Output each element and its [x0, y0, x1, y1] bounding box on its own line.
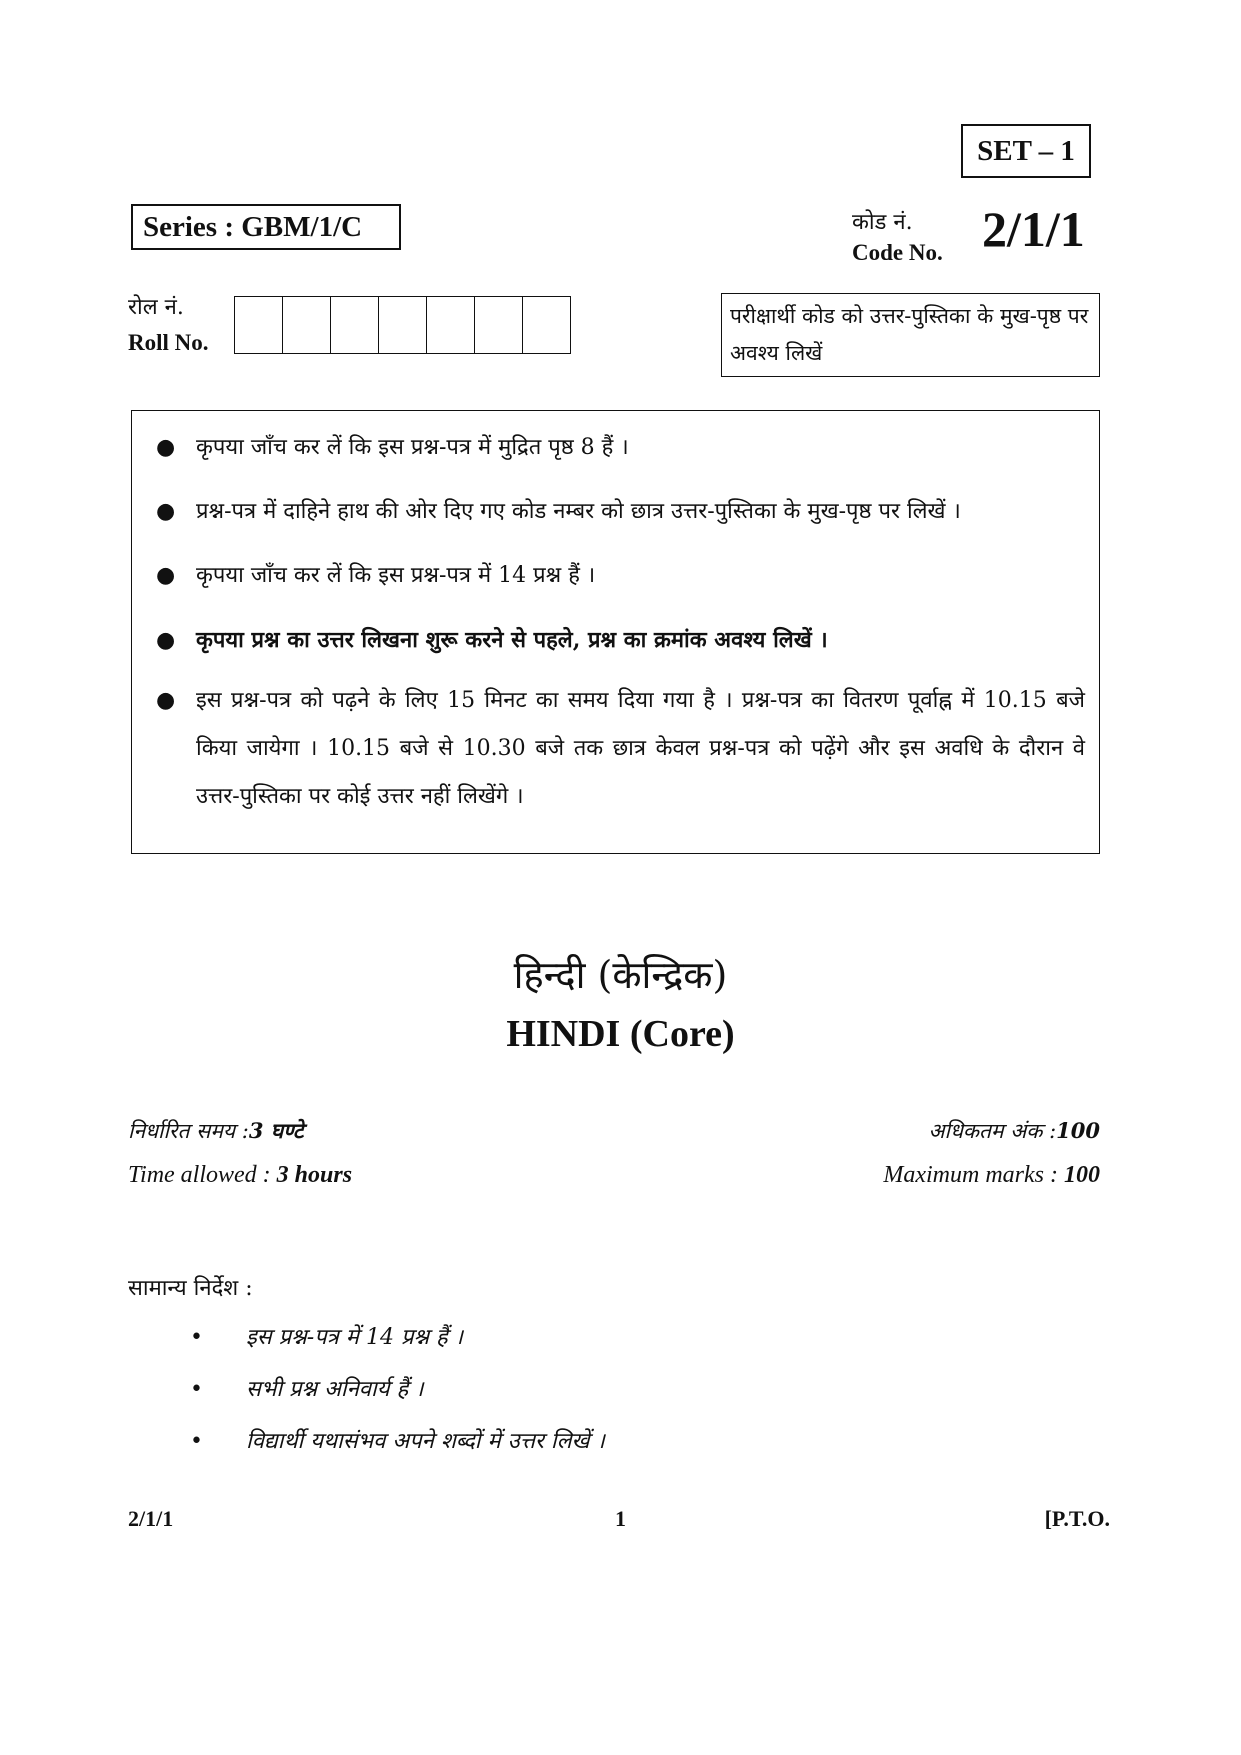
instruction-text: प्रश्न-पत्र में दाहिने हाथ की ओर दिए गए कोड नम्बर को छात्र उत्तर-पुस्तिका के मुख-पृष्ठ पर लिखें । [196, 499, 961, 524]
roll-number-boxes[interactable] [234, 296, 571, 354]
instruction-item [150, 421, 1085, 475]
instruction-item [150, 485, 1085, 539]
roll-number-cell[interactable] [235, 297, 283, 353]
general-instruction-item [190, 1370, 605, 1422]
time-value-english: 3 hours [276, 1162, 353, 1188]
set-label [961, 124, 1091, 178]
pto-label: [P.T.O. [1044, 1506, 1110, 1531]
series-text: Series : GBM/1/C [143, 210, 363, 243]
bullet-icon: • [190, 1429, 203, 1454]
time-value-hindi: 3 घण्टे [248, 1118, 304, 1143]
roll-label-english: Roll No. [128, 330, 209, 355]
set-text: SET – 1 [977, 134, 1075, 167]
bullet-icon: ● [156, 435, 176, 460]
instruction-item [150, 549, 1085, 603]
footer-code: 2/1/1 [128, 1506, 174, 1531]
code-label-english: Code No. [852, 240, 943, 265]
bullet-icon: ● [156, 627, 176, 653]
general-instruction-item [190, 1318, 605, 1370]
code-label-hindi: कोड नं. [852, 210, 913, 235]
roll-number-cell[interactable] [523, 297, 571, 353]
instruction-item [150, 613, 1085, 667]
instructions-list [150, 421, 1085, 821]
max-marks-english [883, 1162, 1100, 1189]
time-allowed-english [128, 1162, 352, 1189]
bullet-icon: • [190, 1377, 203, 1402]
instruction-item [150, 677, 1085, 821]
marks-label-hindi: अधिकतम अंक : [928, 1119, 1057, 1143]
subject-title-hindi: हिन्दी (केन्द्रिक) [513, 953, 728, 997]
bullet-icon: ● [156, 499, 176, 524]
candidate-note: परीक्षार्थी कोड को उत्तर-पुस्तिका के मुख-पृष्ठ पर अवश्य लिखें [721, 293, 1100, 377]
marks-value-english: 100 [1064, 1162, 1100, 1188]
subject-title-english: HINDI (Core) [506, 1013, 735, 1055]
instruction-text: कृपया प्रश्न का उत्तर लिखना शुरू करने से पहले, प्रश्न का क्रमांक अवश्य लिखें । [196, 627, 828, 653]
general-instruction-text: विद्यार्थी यथासंभव अपने शब्दों में उत्तर लिखें । [246, 1429, 605, 1454]
time-label-english: Time allowed : [128, 1162, 271, 1188]
general-instruction-item [190, 1422, 605, 1474]
instruction-text: कृपया जाँच कर लें कि इस प्रश्न-पत्र में मुद्रित पृष्ठ 8 हैं । [196, 435, 629, 460]
max-marks-hindi [929, 1117, 1101, 1145]
series-label [131, 204, 401, 250]
roll-number-cell[interactable] [475, 297, 523, 353]
general-instruction-text: इस प्रश्न-पत्र में 14 प्रश्न हैं । [246, 1325, 464, 1350]
code-number: 2/1/1 [982, 201, 1085, 257]
time-allowed-hindi [128, 1117, 303, 1145]
general-instructions-title: सामान्य निर्देश : [128, 1276, 253, 1301]
marks-label-english: Maximum marks : [883, 1162, 1058, 1188]
general-instruction-text: सभी प्रश्न अनिवार्य हैं । [246, 1377, 424, 1402]
page-number: 1 [615, 1506, 626, 1531]
bullet-icon: ● [156, 563, 176, 588]
bullet-icon: ● [156, 688, 176, 713]
bullet-icon: • [190, 1325, 203, 1350]
general-instructions-list [190, 1318, 605, 1474]
roll-number-cell[interactable] [379, 297, 427, 353]
marks-value-hindi: 100 [1056, 1118, 1100, 1143]
roll-label-hindi: रोल नं. [128, 295, 184, 320]
instruction-text: इस प्रश्न-पत्र को पढ़ने के लिए 15 मिनट का समय दिया गया है । प्रश्न-पत्र का वितरण पूर्वाह्न में 10.15 बजे किया जायेगा । 10.15 बजे से 10.30 बजे तक छात्र केवल प्रश्न-पत्र को पढ़ेंगे और इस अवधि के दौरान वे उत्तर-पुस्तिका पर कोई उत्तर नहीं लिखेंगे । [196, 688, 1085, 809]
time-label-hindi: निर्धारित समय : [128, 1119, 249, 1143]
roll-number-cell[interactable] [283, 297, 331, 353]
roll-number-cell[interactable] [427, 297, 475, 353]
roll-number-cell[interactable] [331, 297, 379, 353]
instructions-box [131, 410, 1100, 854]
instruction-text: कृपया जाँच कर लें कि इस प्रश्न-पत्र में 14 प्रश्न हैं । [196, 563, 596, 588]
